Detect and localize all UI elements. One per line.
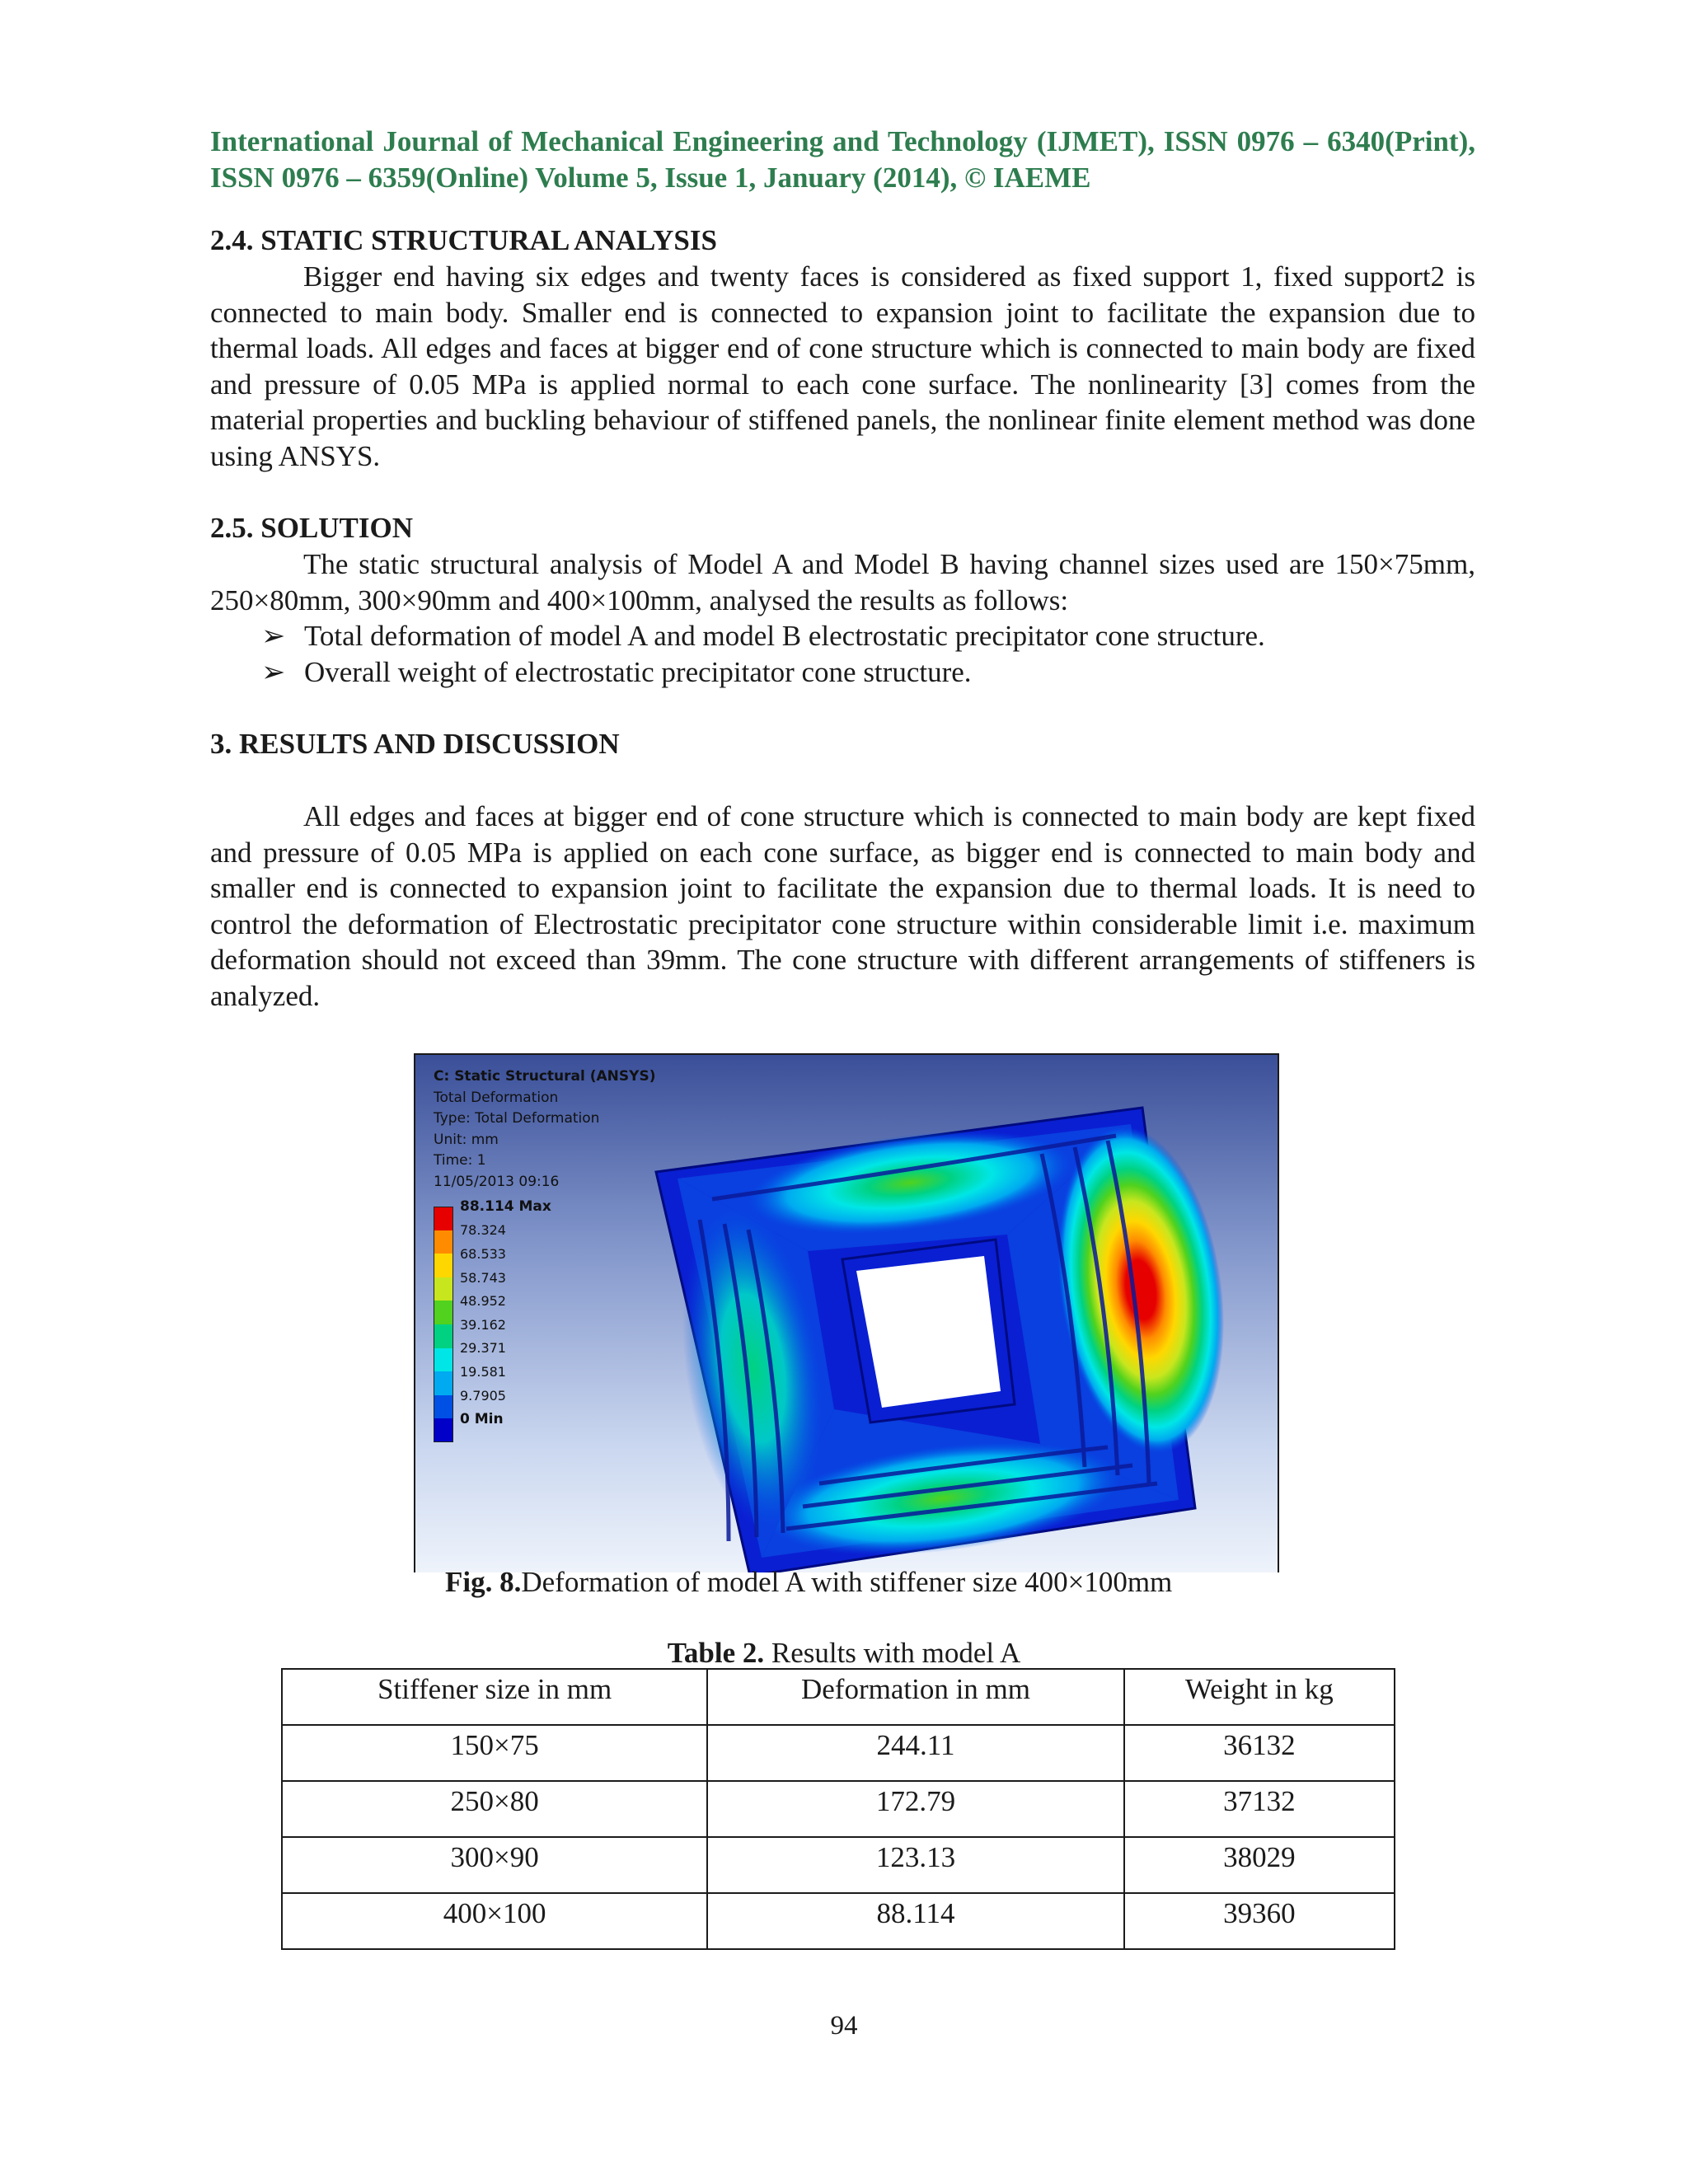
table-cell: 36132 xyxy=(1124,1725,1395,1781)
table-cell: 250×80 xyxy=(282,1781,707,1837)
arrow-bullet-icon: ➢ xyxy=(261,655,286,688)
table-caption-label: Table 2. xyxy=(667,1637,765,1669)
bullet-text: Total deformation of model A and model B electrostatic precipitator cone structure. xyxy=(304,620,1265,652)
figure-caption-label: Fig. 8. xyxy=(445,1566,522,1598)
legend-swatch xyxy=(434,1395,453,1419)
figure-caption-text: Deformation of model A with stiffener size 400×100mm xyxy=(521,1566,1173,1598)
legend-label: 9.7905 xyxy=(460,1387,506,1404)
section-title-results: 3. RESULTS AND DISCUSSION xyxy=(210,728,620,760)
section-title-static-structural: 2.4. STATIC STRUCTURAL ANALYSIS xyxy=(210,224,717,256)
ansys-info-title: C: Static Structural (ANSYS) xyxy=(434,1068,656,1085)
table-cell: 172.79 xyxy=(707,1781,1123,1837)
ansys-info-line: Type: Total Deformation xyxy=(434,1110,600,1127)
legend-swatch xyxy=(434,1301,453,1324)
table-cell: 39360 xyxy=(1124,1893,1395,1949)
legend-swatch xyxy=(434,1418,453,1442)
legend-swatch xyxy=(434,1254,453,1277)
results-table xyxy=(281,1668,1395,1950)
legend-swatch xyxy=(434,1230,453,1254)
table-row xyxy=(282,1837,1395,1893)
legend-label: 0 Min xyxy=(460,1410,504,1427)
legend-swatch xyxy=(434,1324,453,1348)
table-row xyxy=(282,1893,1395,1949)
paragraph-results: All edges and faces at bigger end of cone structure which is connected to main body are kept fixed and pressure of 0.05 MPa is applied on each cone surface, as bigger end is connected to main body and smaller end is connected to expansion joint to facilitate the expansion due to thermal loads. It is need to control the deformation of Electrostatic precipitator cone structure within considerable limit i.e. maximum deformation should not exceed than 39mm. The cone structure with different arrangements of stiffeners is analyzed. xyxy=(210,800,1475,1012)
ansys-deformation-figure xyxy=(414,1053,1279,1572)
table-cell: 300×90 xyxy=(282,1837,707,1893)
paragraph-solution: The static structural analysis of Model A and Model B having channel sizes used are 150×75mm, 250×80mm, 300×90mm and 400×100mm, analysed the results as follows: xyxy=(210,548,1475,616)
table-cell: 38029 xyxy=(1124,1837,1395,1893)
table-caption-text: Results with model A xyxy=(764,1637,1021,1669)
legend-label: 29.371 xyxy=(460,1340,506,1357)
journal-header: International Journal of Mechanical Engineering and Technology (IJMET), ISSN 0976 – 6340(Print), ISSN 0976 – 6359(Online) Volume 5, Issue 1, January (2014), © IAEME xyxy=(210,125,1475,194)
legend-label: 68.533 xyxy=(460,1245,506,1262)
table-cell: 400×100 xyxy=(282,1893,707,1949)
ansys-info-line: 11/05/2013 09:16 xyxy=(434,1173,560,1190)
deformation-legend xyxy=(434,1198,551,1442)
legend-label: 48.952 xyxy=(460,1293,506,1310)
legend-swatch xyxy=(434,1207,453,1230)
table-row xyxy=(282,1781,1395,1837)
legend-label: 39.162 xyxy=(460,1316,506,1333)
page-content xyxy=(210,124,1475,1014)
legend-swatch xyxy=(434,1277,453,1301)
column-header: Weight in kg xyxy=(1124,1669,1395,1725)
table-cell: 88.114 xyxy=(707,1893,1123,1949)
table-cell: 150×75 xyxy=(282,1725,707,1781)
section-title-solution: 2.5. SOLUTION xyxy=(210,512,414,544)
legend-label: 78.324 xyxy=(460,1222,506,1239)
solution-bullet-list xyxy=(210,618,1475,690)
list-item xyxy=(261,618,1475,654)
table-caption xyxy=(0,1635,1688,1671)
legend-label: 58.743 xyxy=(460,1269,506,1286)
page-number: 94 xyxy=(830,2011,858,2041)
list-item xyxy=(261,654,1475,691)
column-header: Stiffener size in mm xyxy=(282,1669,707,1725)
table-cell: 244.11 xyxy=(707,1725,1123,1781)
legend-swatch xyxy=(434,1348,453,1372)
arrow-bullet-icon: ➢ xyxy=(261,620,286,652)
legend-label: 88.114 Max xyxy=(460,1198,551,1216)
column-header: Deformation in mm xyxy=(707,1669,1123,1725)
ansys-info-line: Unit: mm xyxy=(434,1131,499,1148)
table-cell: 37132 xyxy=(1124,1781,1395,1837)
ansys-info-line: Total Deformation xyxy=(434,1089,559,1106)
paragraph-static-structural: Bigger end having six edges and twenty faces is considered as fixed support 1, fixed support2 is connected to main body. Smaller end is connected to expansion joint to facilitate the expansion due to thermal loads. All edges and faces at bigger end of cone structure which is connected to main body are fixed and pressure of 0.05 MPa is applied normal to each cone surface. The nonlinearity [3] comes from the material properties and buckling behaviour of stiffened panels, the nonlinear finite element method was done using ANSYS. xyxy=(210,260,1475,472)
ansys-info-block xyxy=(434,1066,655,1193)
table-header-row xyxy=(282,1669,1395,1725)
legend-label: 19.581 xyxy=(460,1363,506,1380)
ansys-info-line: Time: 1 xyxy=(434,1152,486,1169)
table-cell: 123.13 xyxy=(707,1837,1123,1893)
legend-row xyxy=(434,1410,551,1442)
table-row xyxy=(282,1725,1395,1781)
bullet-text: Overall weight of electrostatic precipitator cone structure. xyxy=(304,655,972,688)
legend-swatch xyxy=(434,1371,453,1395)
figure-caption xyxy=(445,1564,1172,1601)
